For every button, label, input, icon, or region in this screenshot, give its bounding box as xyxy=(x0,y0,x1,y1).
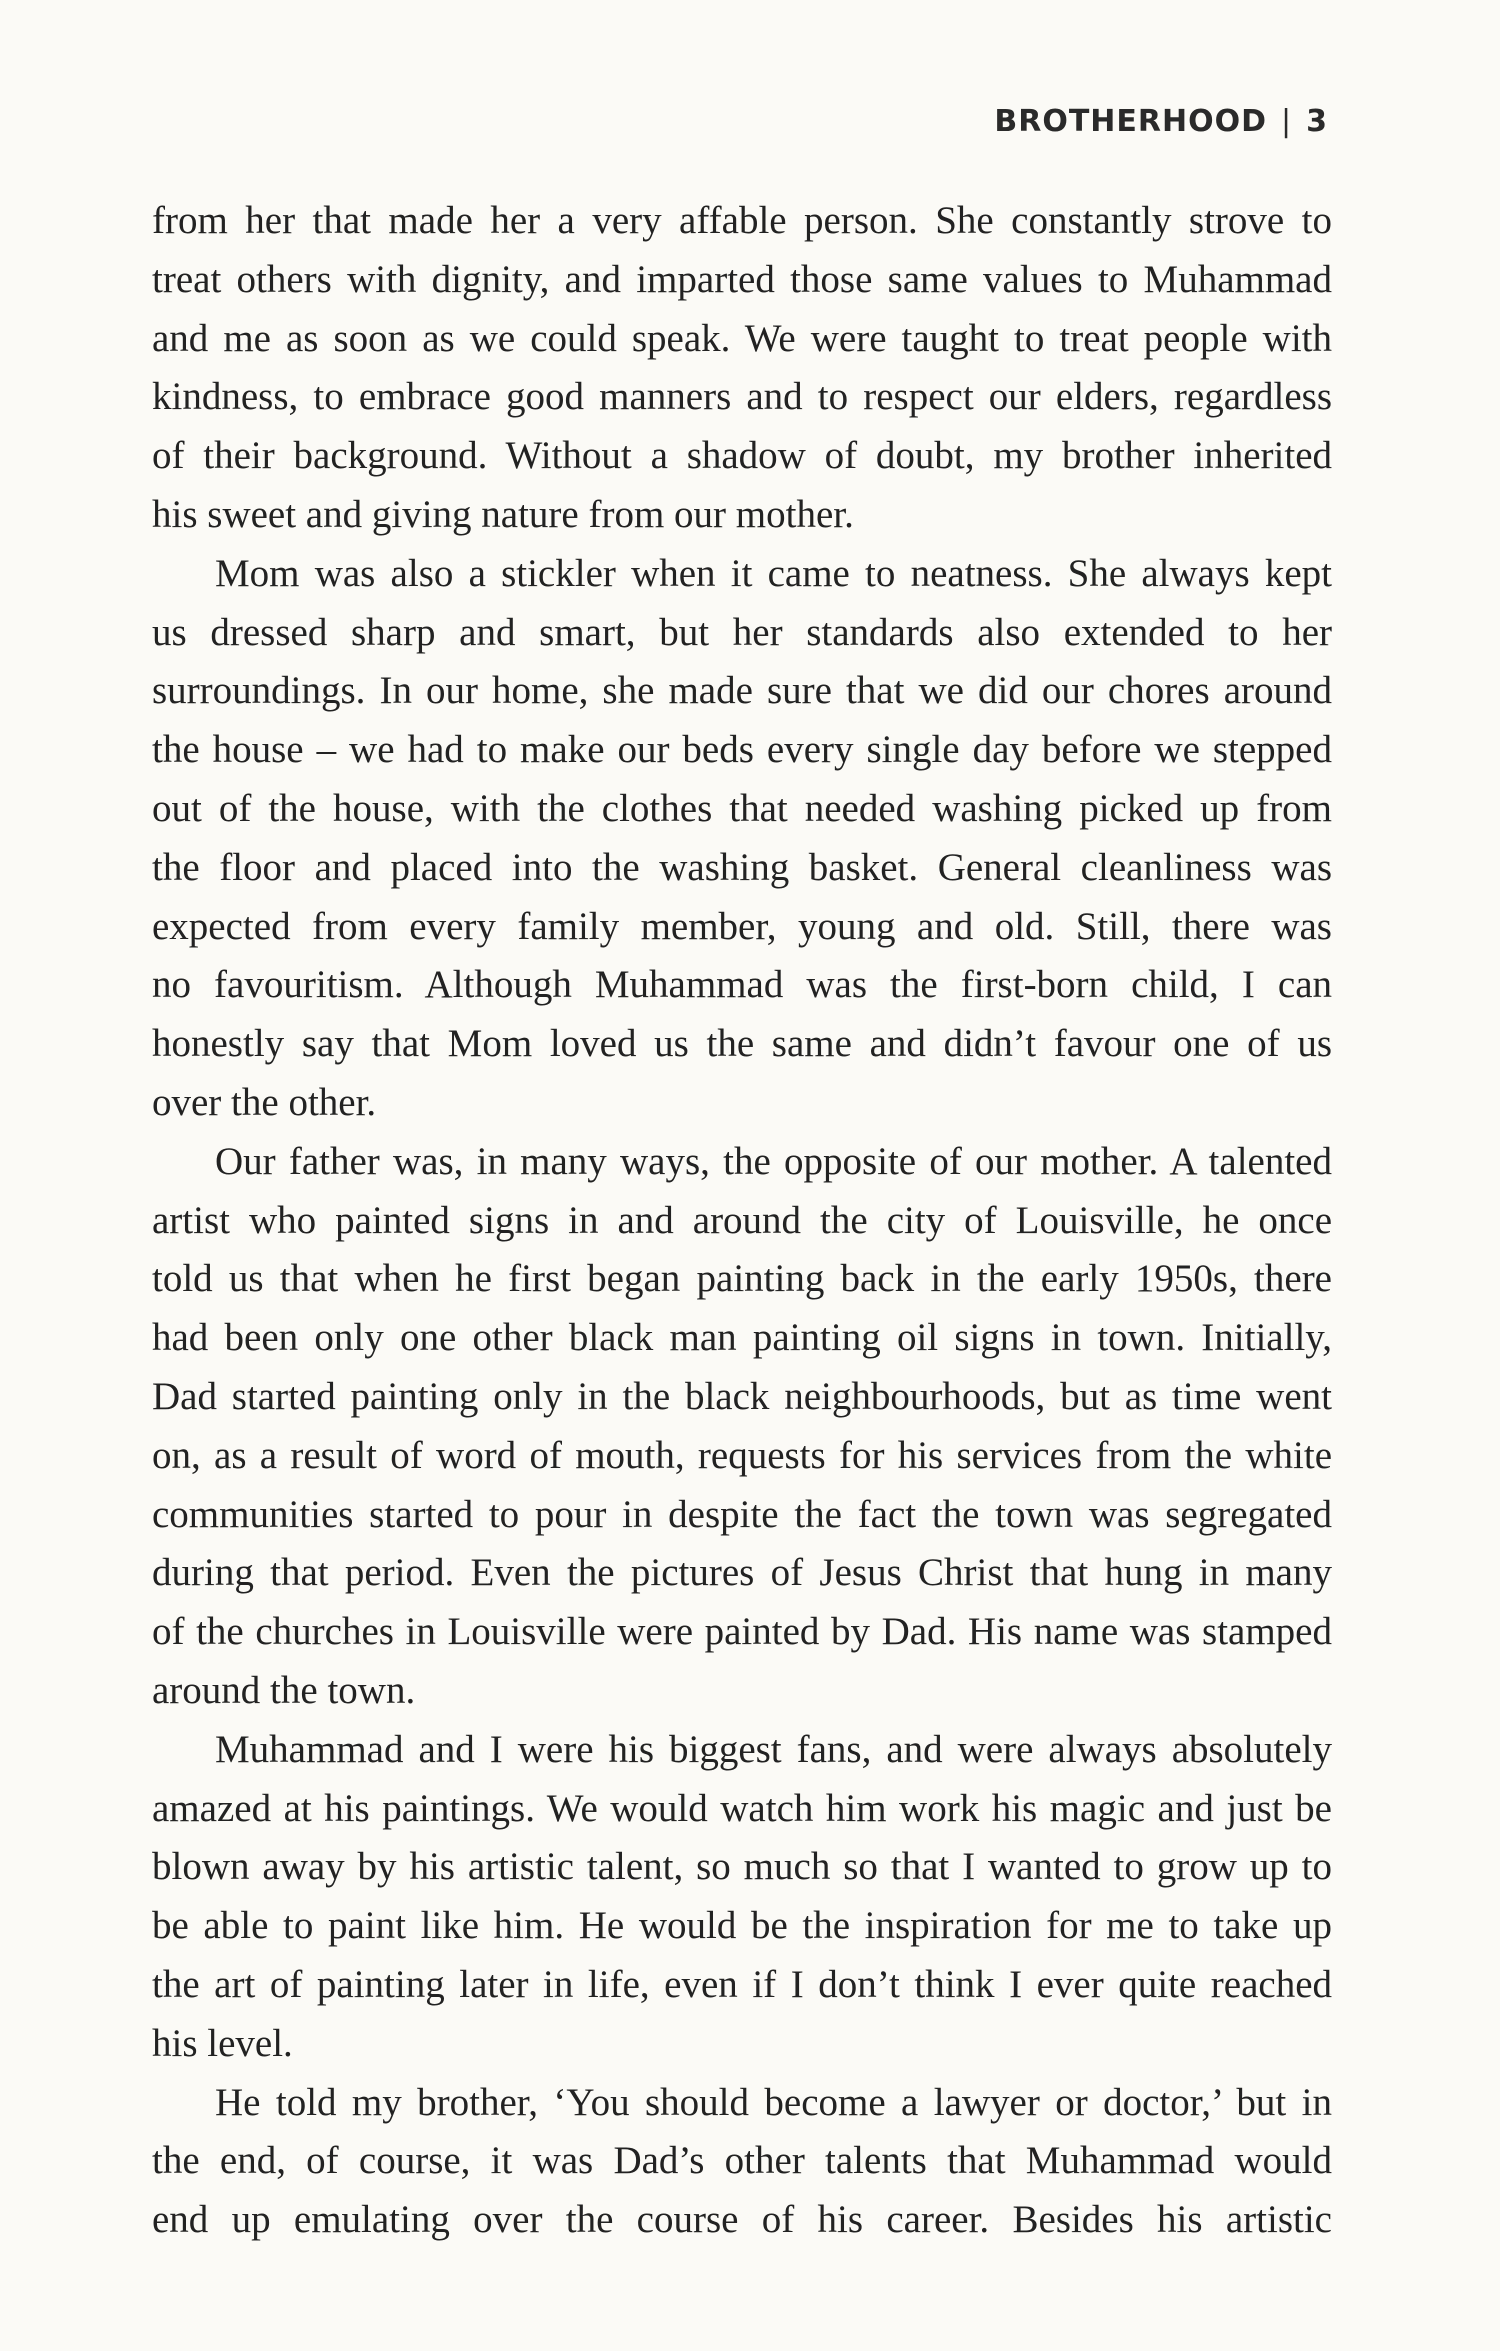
text-line: his sweet and giving nature from our mother. xyxy=(152,492,854,536)
text-line: blown away by his artistic talent, so much so that I wanted to grow up to xyxy=(152,1845,1332,1889)
text-line: communities started to pour in despite the fact the town was segregated xyxy=(152,1492,1332,1536)
text-line: told us that when he first began painting back in the early 1950s, there xyxy=(152,1257,1332,1301)
text-line: of the churches in Louisville were painted by Dad. His name was stamped xyxy=(152,1610,1332,1654)
paragraph-3 xyxy=(152,1133,1332,1721)
text-line: the house – we had to make our beds every single day before we stepped xyxy=(152,728,1332,772)
text-line: from her that made her a very affable person. She constantly strove to xyxy=(152,199,1332,242)
text-line: the floor and placed into the washing basket. General cleanliness was xyxy=(152,845,1332,889)
header-separator: | xyxy=(1281,104,1293,139)
text-line: around the town. xyxy=(152,1668,416,1712)
paragraph-2 xyxy=(152,545,1332,1133)
text-line: on, as a result of word of mouth, requests for his services from the white xyxy=(152,1433,1332,1477)
text-line: Our father was, in many ways, the opposite of our mother. A talented xyxy=(215,1139,1332,1183)
text-line: Muhammad and I were his biggest fans, and were always absolutely xyxy=(215,1727,1332,1771)
text-line: surroundings. In our home, she made sure that we did our chores around xyxy=(152,669,1332,713)
text-line: Dad started painting only in the black neighbourhoods, but as time went xyxy=(152,1374,1332,1418)
text-line: treat others with dignity, and imparted those same values to Muhammad xyxy=(152,257,1332,301)
text-line: and me as soon as we could speak. We were taught to treat people with xyxy=(152,316,1332,360)
page-number: 3 xyxy=(1306,104,1328,139)
paragraph-1 xyxy=(152,192,1332,545)
paragraph-5 xyxy=(152,2074,1332,2250)
text-line: the end, of course, it was Dad’s other talents that Muhammad would xyxy=(152,2139,1332,2183)
text-line: be able to paint like him. He would be the inspiration for me to take up xyxy=(152,1904,1332,1948)
text-line: of their background. Without a shadow of doubt, my brother inherited xyxy=(152,434,1332,478)
text-line: kindness, to embrace good manners and to respect our elders, regardless xyxy=(152,375,1332,419)
running-head xyxy=(994,104,1328,139)
paragraph-4 xyxy=(152,1721,1332,2074)
text-line: honestly say that Mom loved us the same and didn’t favour one of us xyxy=(152,1022,1332,1066)
body-text xyxy=(152,192,1332,2250)
text-line: over the other. xyxy=(152,1080,377,1124)
text-line: artist who painted signs in and around the city of Louisville, he once xyxy=(152,1198,1332,1242)
text-line: no favouritism. Although Muhammad was the first-born child, I can xyxy=(152,963,1332,1007)
text-line: us dressed sharp and smart, but her standards also extended to her xyxy=(152,610,1332,654)
text-line: his level. xyxy=(152,2021,293,2065)
text-line: end up emulating over the course of his career. Besides his artistic xyxy=(152,2198,1332,2242)
text-line: Mom was also a stickler when it came to neatness. She always kept xyxy=(215,551,1332,595)
text-line: had been only one other black man painting oil signs in town. Initially, xyxy=(152,1316,1332,1360)
text-line: expected from every family member, young and old. Still, there was xyxy=(152,904,1332,948)
text-line: out of the house, with the clothes that needed washing picked up from xyxy=(152,786,1332,830)
text-line: during that period. Even the pictures of Jesus Christ that hung in many xyxy=(152,1551,1332,1595)
chapter-title: BROTHERHOOD xyxy=(994,104,1268,139)
text-line: the art of painting later in life, even if I don’t think I ever quite reached xyxy=(152,1962,1332,2006)
text-line: He told my brother, ‘You should become a lawyer or doctor,’ but in xyxy=(215,2080,1332,2124)
text-line: amazed at his paintings. We would watch him work his magic and just be xyxy=(152,1786,1332,1830)
